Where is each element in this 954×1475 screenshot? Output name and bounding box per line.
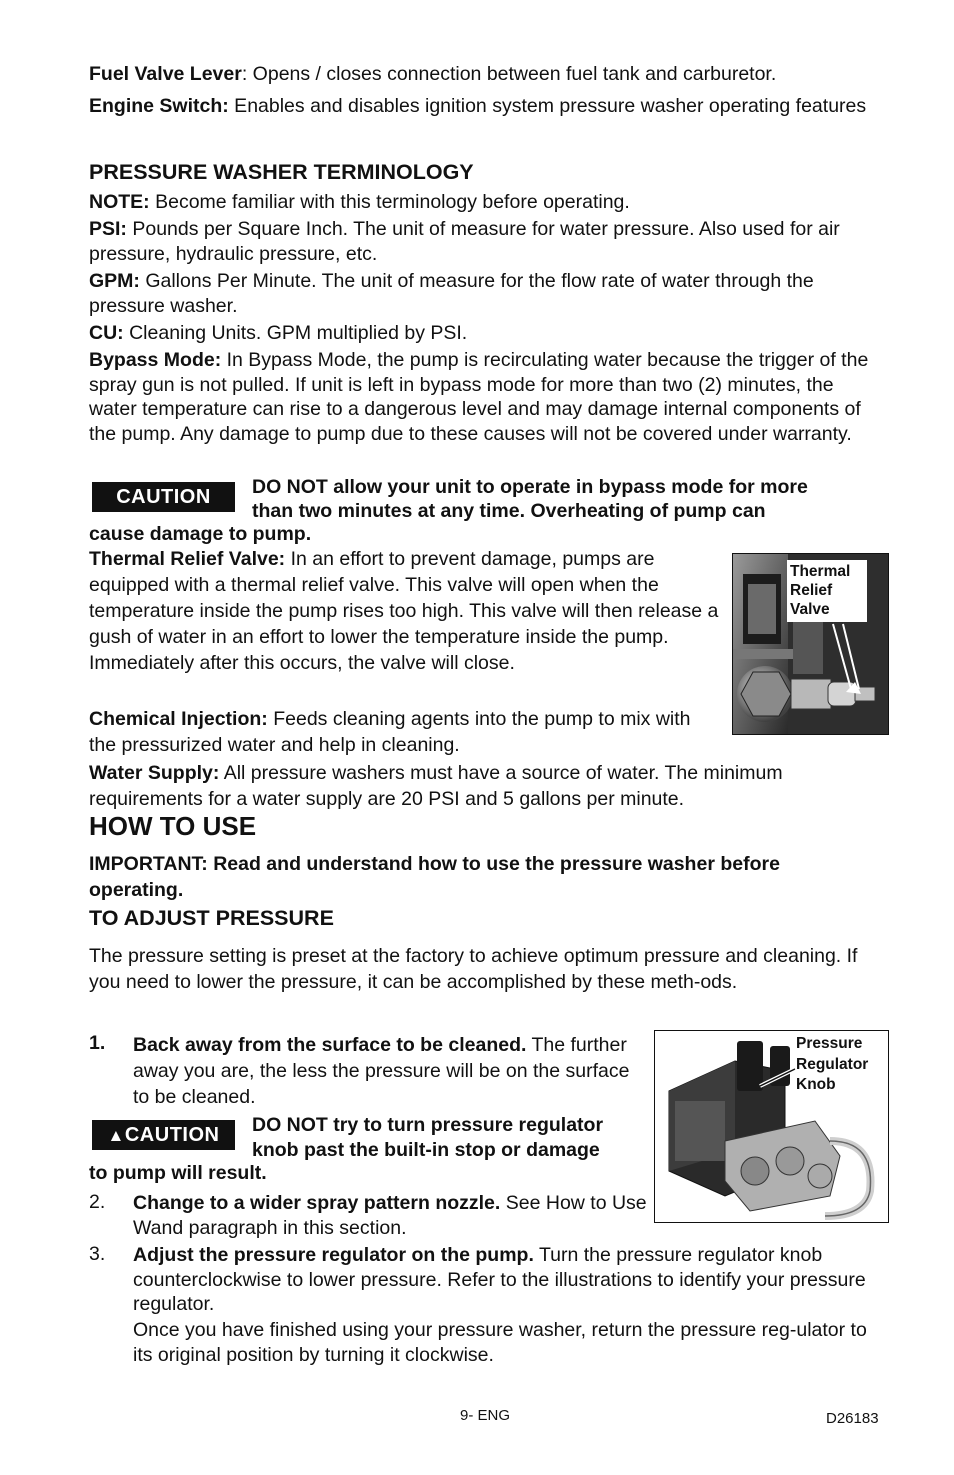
step-1: [133, 1032, 645, 1110]
caution-line: DO NOT allow your unit to operate in bypass mode for more: [252, 476, 808, 498]
thermal-relief-term: Thermal Relief Valve:: [89, 548, 286, 570]
gpm-term: GPM:: [89, 270, 140, 292]
adjust-pressure-intro: The pressure setting is preset at the factory to achieve optimum pressure and cleaning. If you need to lower the pressure, it can be accomplished by these meth-ods.: [89, 945, 858, 993]
step-number: 1.: [89, 1032, 106, 1054]
page-number: 9- ENG: [460, 1407, 511, 1424]
psi-text: Pounds per Square Inch. The unit of measure for water pressure. Also used for air pressure, hydraulic pressure, etc.: [89, 218, 840, 265]
how-to-use-heading: HOW TO USE: [89, 811, 257, 841]
engine-switch-definition: [89, 94, 879, 119]
terminology-heading: PRESSURE WASHER TERMINOLOGY: [89, 160, 474, 184]
pressure-regulator-photo: [654, 1030, 889, 1223]
label-line: Pressure: [796, 1035, 863, 1052]
note-term: NOTE:: [89, 191, 150, 213]
step-number: 2.: [89, 1191, 106, 1213]
caution-regulator-warning: [252, 1113, 603, 1162]
step-2-title: Change to a wider spray pattern nozzle.: [133, 1192, 501, 1214]
thermal-relief-label: [790, 562, 850, 619]
label-line: Knob: [796, 1076, 836, 1093]
bypass-definition: [89, 348, 874, 446]
step-3-title: Adjust the pressure regulator on the pump.: [133, 1244, 534, 1266]
step-2: [133, 1191, 653, 1240]
gpm-definition: [89, 269, 889, 318]
caution-line: knob past the built-in stop or damage: [252, 1138, 600, 1161]
label-line: Valve: [790, 601, 830, 618]
caution-line: DO NOT try to turn pressure regulator: [252, 1114, 604, 1136]
engine-switch-term: Engine Switch:: [89, 95, 229, 117]
step-1-title: Back away from the surface to be cleaned.: [133, 1034, 527, 1056]
note-definition: [89, 190, 889, 215]
fuel-valve-definition: [89, 62, 889, 87]
caution-badge: [92, 1120, 235, 1150]
step-1-text: The further away you are, the less the pressure will be on the surface to be cleaned.: [133, 1034, 630, 1108]
psi-term: PSI:: [89, 218, 127, 240]
caution-badge: CAUTION: [92, 482, 235, 512]
cu-definition: [89, 321, 889, 346]
caution-bypass-warning: [252, 475, 808, 523]
psi-definition: [89, 217, 889, 266]
thermal-relief-valve-photo: [732, 553, 889, 735]
label-line: Regulator: [796, 1055, 869, 1073]
caution-line: to pump will result.: [89, 1162, 267, 1184]
engine-switch-text: Enables and disables ignition system pressure washer operating features: [228, 95, 867, 117]
chemical-injection-definition: [89, 706, 709, 758]
step-2-text: See How to Use Wand paragraph in this section.: [133, 1192, 647, 1239]
note-text: Become familiar with this terminology before operating.: [149, 191, 630, 213]
cu-text: Cleaning Units. GPM multiplied by PSI.: [123, 322, 468, 344]
cu-term: CU:: [89, 322, 124, 344]
thermal-relief-definition: [89, 546, 729, 676]
chemical-injection-term: Chemical Injection:: [89, 708, 268, 730]
fuel-valve-text: : Opens / closes connection between fuel tank and carburetor.: [241, 63, 777, 85]
adjust-pressure-heading: TO ADJUST PRESSURE: [89, 906, 334, 930]
warning-triangle-icon: ▲: [107, 1126, 125, 1145]
step-3-text: Turn the pressure regulator knob counterclockwise to lower pressure. Refer to the illustrations to identify your pressure regulator.: [133, 1244, 866, 1315]
important-note: IMPORTANT: Read and understand how to use the pressure washer before operating.: [89, 853, 780, 901]
step-number: 3.: [89, 1243, 106, 1265]
pressure-regulator-label: [796, 1034, 868, 1096]
bypass-text: In Bypass Mode, the pump is recirculating water because the trigger of the spray gun is not pulled. If unit is left in bypass mode for more than two (2) minutes, the water temperature can rise to a dangerous level and may damage internal components of the pump. Any damage to pump due to these causes will not be covered under warranty.: [89, 349, 869, 445]
thermal-relief-text: In an effort to prevent damage, pumps are equipped with a thermal relief valve. This valve will open when the temperature inside the pump rises too high. This valve will then release a gush of water in an effort to lower the temperature inside the pump. Immediately after this occurs, the valve will close.: [89, 548, 719, 674]
caution-line: than two minutes at any time. Overheating of pump can: [252, 500, 766, 522]
chemical-injection-text: Feeds cleaning agents into the pump to mix with the pressurized water and help in cleaning.: [89, 708, 691, 756]
bypass-term: Bypass Mode:: [89, 349, 222, 371]
label-line: Thermal: [790, 563, 851, 580]
gpm-text: Gallons Per Minute. The unit of measure for the flow rate of water through the pressure washer.: [89, 270, 814, 317]
document-id: D26183: [826, 1410, 879, 1427]
fuel-valve-term: Fuel Valve Lever: [89, 63, 242, 85]
caution-label: CAUTION: [124, 1124, 220, 1146]
water-supply-definition: [89, 760, 869, 812]
step-3: [133, 1243, 893, 1317]
water-supply-term: Water Supply:: [89, 762, 220, 784]
water-supply-text: All pressure washers must have a source of water. The minimum requirements for a water supply are 20 PSI and 5 gallons per minute.: [89, 762, 783, 810]
step-3-followup: Once you have finished using your pressure washer, return the pressure reg-ulator to its original position by turning it clockwise.: [133, 1319, 867, 1366]
caution-line: cause damage to pump.: [89, 523, 312, 545]
label-line: Relief: [790, 582, 833, 599]
